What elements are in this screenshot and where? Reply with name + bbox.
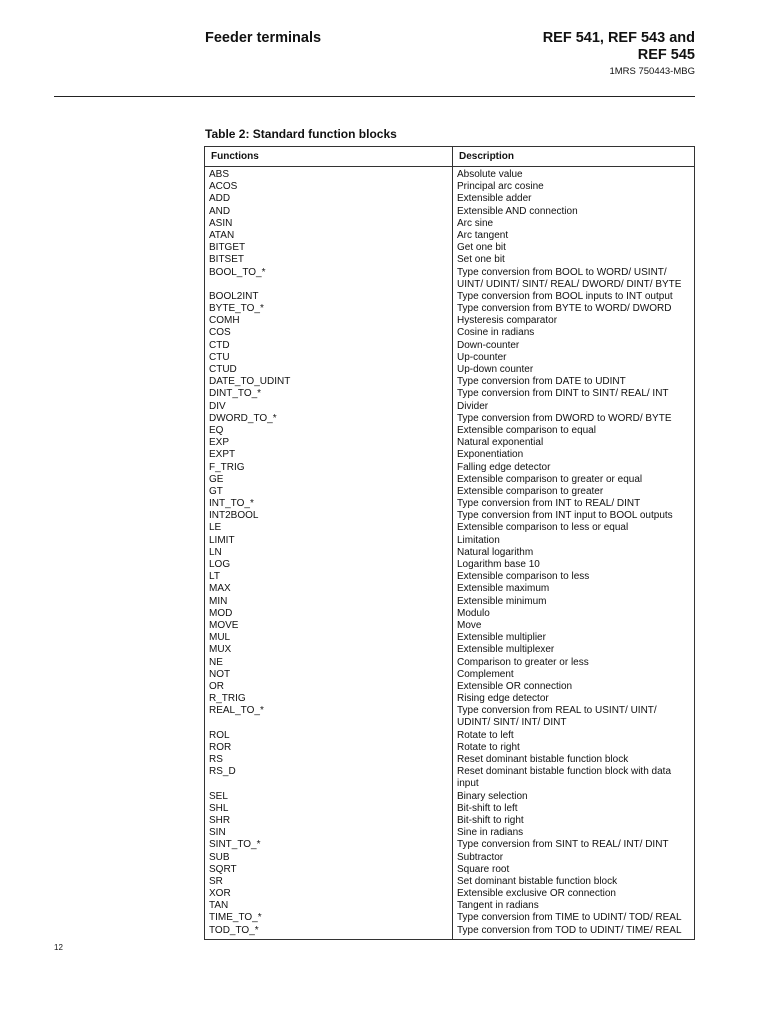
function-name-cell: ASIN <box>209 217 233 229</box>
function-name-cell: MIN <box>209 595 228 607</box>
description-cell: Cosine in radians <box>457 327 535 339</box>
function-name-cell: DATE_TO_UDINT <box>209 376 291 388</box>
description-cell: Tangent in radians <box>457 900 539 912</box>
description-cell: Extensible comparison to equal <box>457 424 596 436</box>
function-name-cell: SUB <box>209 851 230 863</box>
function-name-cell: XOR <box>209 888 231 900</box>
function-name-cell: ABS <box>209 169 230 180</box>
table-header-row <box>205 147 695 167</box>
description-cell: Down-counter <box>457 339 520 351</box>
function-name-cell: ATAN <box>209 229 235 241</box>
description-cell: Arc tangent <box>457 229 509 241</box>
description-cell: Comparison to greater or less <box>457 656 589 668</box>
function-name-cell: LOG <box>209 559 231 570</box>
function-name-cell: NE <box>209 656 223 668</box>
description-cell: Extensible adder <box>457 193 532 205</box>
function-name-cell: INT_TO_* <box>209 498 254 510</box>
function-name-cell: ADD <box>209 193 231 205</box>
function-name-cell: RS_D <box>209 766 236 778</box>
description-cell: Reset dominant bistable function block <box>457 754 629 765</box>
function-name-cell: COS <box>209 327 231 339</box>
function-name-cell: SHR <box>209 814 231 826</box>
description-cell: Set dominant bistable function block <box>457 875 618 887</box>
description-cell: Divider <box>457 400 489 412</box>
function-name-cell: COMH <box>209 315 240 327</box>
function-name-cell: REAL_TO_* <box>209 705 264 717</box>
function-name-cell: MOVE <box>209 619 239 631</box>
description-cell: Type conversion from BOOL to WORD/ USINT/ <box>457 266 667 278</box>
column-header-description: Description <box>453 147 695 167</box>
function-name-cell: EXP <box>209 437 230 449</box>
function-name-cell: ROL <box>209 729 230 741</box>
description-cell: Set one bit <box>457 254 505 266</box>
description-cell: Extensible comparison to greater <box>457 485 604 497</box>
description-cell: Rotate to left <box>457 729 514 741</box>
description-cell: Type conversion from TIME to UDINT/ TOD/ REAL <box>457 912 682 924</box>
description-cell: Type conversion from DWORD to WORD/ BYTE <box>457 412 672 424</box>
description-cell: UDINT/ SINT/ INT/ DINT <box>457 717 567 729</box>
document-id: 1MRS 750443-MBG <box>609 66 695 77</box>
function-name-cell: LT <box>209 571 220 583</box>
description-cell: Extensible comparison to less <box>457 571 590 583</box>
function-name-cell: TIME_TO_* <box>209 912 262 924</box>
description-cell: Extensible minimum <box>457 595 547 607</box>
function-name-cell: TOD_TO_* <box>209 924 259 936</box>
function-name-cell: RS <box>209 754 223 765</box>
function-name-cell: TAN <box>209 900 229 912</box>
description-cell: Extensible multiplexer <box>457 644 555 656</box>
description-cell: Logarithm base 10 <box>457 559 540 570</box>
description-cell: input <box>457 778 479 790</box>
description-cell: Extensible comparison to less or equal <box>457 522 629 534</box>
description-cell: Extensible OR connection <box>457 680 573 692</box>
function-name-cell: BITSET <box>209 254 245 266</box>
description-cell: Type conversion from TOD to UDINT/ TIME/ REAL <box>457 924 682 936</box>
description-cell: Extensible maximum <box>457 583 550 595</box>
function-name-cell: BITGET <box>209 242 246 254</box>
description-cell: Complement <box>457 668 514 680</box>
description-cell: Type conversion from REAL to USINT/ UINT/ <box>457 705 657 717</box>
function-name-cell: MOD <box>209 607 233 619</box>
function-name-cell: LN <box>209 546 222 558</box>
function-name-cell: SIN <box>209 827 226 839</box>
function-name-cell: ROR <box>209 741 232 753</box>
function-name-cell: AND <box>209 205 231 217</box>
function-name-cell: NOT <box>209 668 231 680</box>
description-cell: Reset dominant bistable function block with data <box>457 766 672 778</box>
function-name-cell: OR <box>209 680 224 692</box>
description-cell: Bit-shift to right <box>457 814 524 826</box>
description-cell: Rotate to right <box>457 741 520 753</box>
description-cell: Natural exponential <box>457 437 544 449</box>
description-cell: Exponentiation <box>457 449 524 461</box>
description-cell: Sine in radians <box>457 827 524 839</box>
description-cell: Extensible multiplier <box>457 632 546 644</box>
description-cell: Type conversion from INT input to BOOL outputs <box>457 510 673 522</box>
function-name-cell: CTD <box>209 339 230 351</box>
document-title-line1: REF 541, REF 543 and <box>542 30 695 46</box>
function-name-cell: INT2BOOL <box>209 510 259 522</box>
description-cell: UINT/ UDINT/ SINT/ REAL/ DWORD/ DINT/ BYTE <box>457 278 682 290</box>
description-cell: Arc sine <box>457 217 494 229</box>
function-name-cell: LIMIT <box>209 534 235 546</box>
function-name-cell: ACOS <box>209 181 238 193</box>
function-name-cell: LE <box>209 522 222 534</box>
description-cell: Subtractor <box>457 851 504 863</box>
function-name-cell: SHL <box>209 802 229 814</box>
description-cell: Rising edge detector <box>457 693 549 705</box>
function-name-cell: GE <box>209 473 224 485</box>
function-name-cell: MUL <box>209 632 231 644</box>
function-name-cell: DIV <box>209 400 226 412</box>
function-name-cell: SEL <box>209 790 228 802</box>
description-column <box>453 167 695 940</box>
function-name-cell: GT <box>209 485 223 497</box>
description-cell: Bit-shift to left <box>457 802 518 814</box>
description-cell: Type conversion from DINT to SINT/ REAL/ INT <box>457 388 669 400</box>
description-cell: Move <box>457 619 482 631</box>
function-name-cell: DINT_TO_* <box>209 388 262 400</box>
description-cell: Type conversion from BOOL inputs to INT output <box>457 290 673 302</box>
function-name-cell: F_TRIG <box>209 461 245 473</box>
function-name-cell: CTUD <box>209 364 237 375</box>
function-name-cell: BOOL_TO_* <box>209 266 266 278</box>
function-name-cell: CTU <box>209 351 230 363</box>
description-cell: Get one bit <box>457 242 506 254</box>
description-cell: Hysteresis comparator <box>457 315 558 327</box>
function-name-cell: BYTE_TO_* <box>209 303 264 315</box>
document-title-line2: REF 545 <box>637 47 695 63</box>
description-cell: Extensible comparison to greater or equal <box>457 473 643 485</box>
function-name-cell <box>209 717 452 729</box>
description-cell: Type conversion from DATE to UDINT <box>457 376 626 388</box>
description-cell: Up-down counter <box>457 364 534 375</box>
function-name-cell: MAX <box>209 583 231 595</box>
description-cell: Absolute value <box>457 169 523 180</box>
description-cell: Up-counter <box>457 351 507 363</box>
description-cell: Natural logarithm <box>457 546 534 558</box>
function-name-cell <box>209 279 452 291</box>
function-name-cell: SR <box>209 875 223 887</box>
description-cell: Extensible exclusive OR connection <box>457 888 616 900</box>
functions-column <box>205 167 453 940</box>
description-cell: Extensible AND connection <box>457 205 578 217</box>
function-name-cell: SINT_TO_* <box>209 839 261 851</box>
function-name-cell: SQRT <box>209 863 237 875</box>
header-divider <box>54 96 695 97</box>
description-cell: Principal arc cosine <box>457 181 544 193</box>
description-cell: Limitation <box>457 534 500 546</box>
description-cell: Square root <box>457 863 510 875</box>
function-name-cell: R_TRIG <box>209 693 246 705</box>
document-title-block <box>543 30 695 77</box>
description-cell: Binary selection <box>457 790 528 802</box>
description-cell: Type conversion from INT to REAL/ DINT <box>457 498 641 510</box>
function-name-cell <box>209 778 452 790</box>
description-cell: Falling edge detector <box>457 461 551 473</box>
description-cell: Type conversion from BYTE to WORD/ DWORD <box>457 303 672 315</box>
function-blocks-table <box>204 146 695 940</box>
function-name-cell: DWORD_TO_* <box>209 412 277 424</box>
function-name-cell: MUX <box>209 644 232 656</box>
table-caption: Table 2: Standard function blocks <box>205 127 397 141</box>
column-header-functions: Functions <box>205 147 453 167</box>
page-header-title: Feeder terminals <box>205 30 322 46</box>
page-number: 12 <box>54 943 63 952</box>
function-name-cell: EQ <box>209 424 224 436</box>
description-cell: Type conversion from SINT to REAL/ INT/ DINT <box>457 839 669 851</box>
description-cell: Modulo <box>457 607 490 619</box>
function-name-cell: BOOL2INT <box>209 290 259 302</box>
function-name-cell: EXPT <box>209 449 236 461</box>
table-body <box>205 167 695 940</box>
